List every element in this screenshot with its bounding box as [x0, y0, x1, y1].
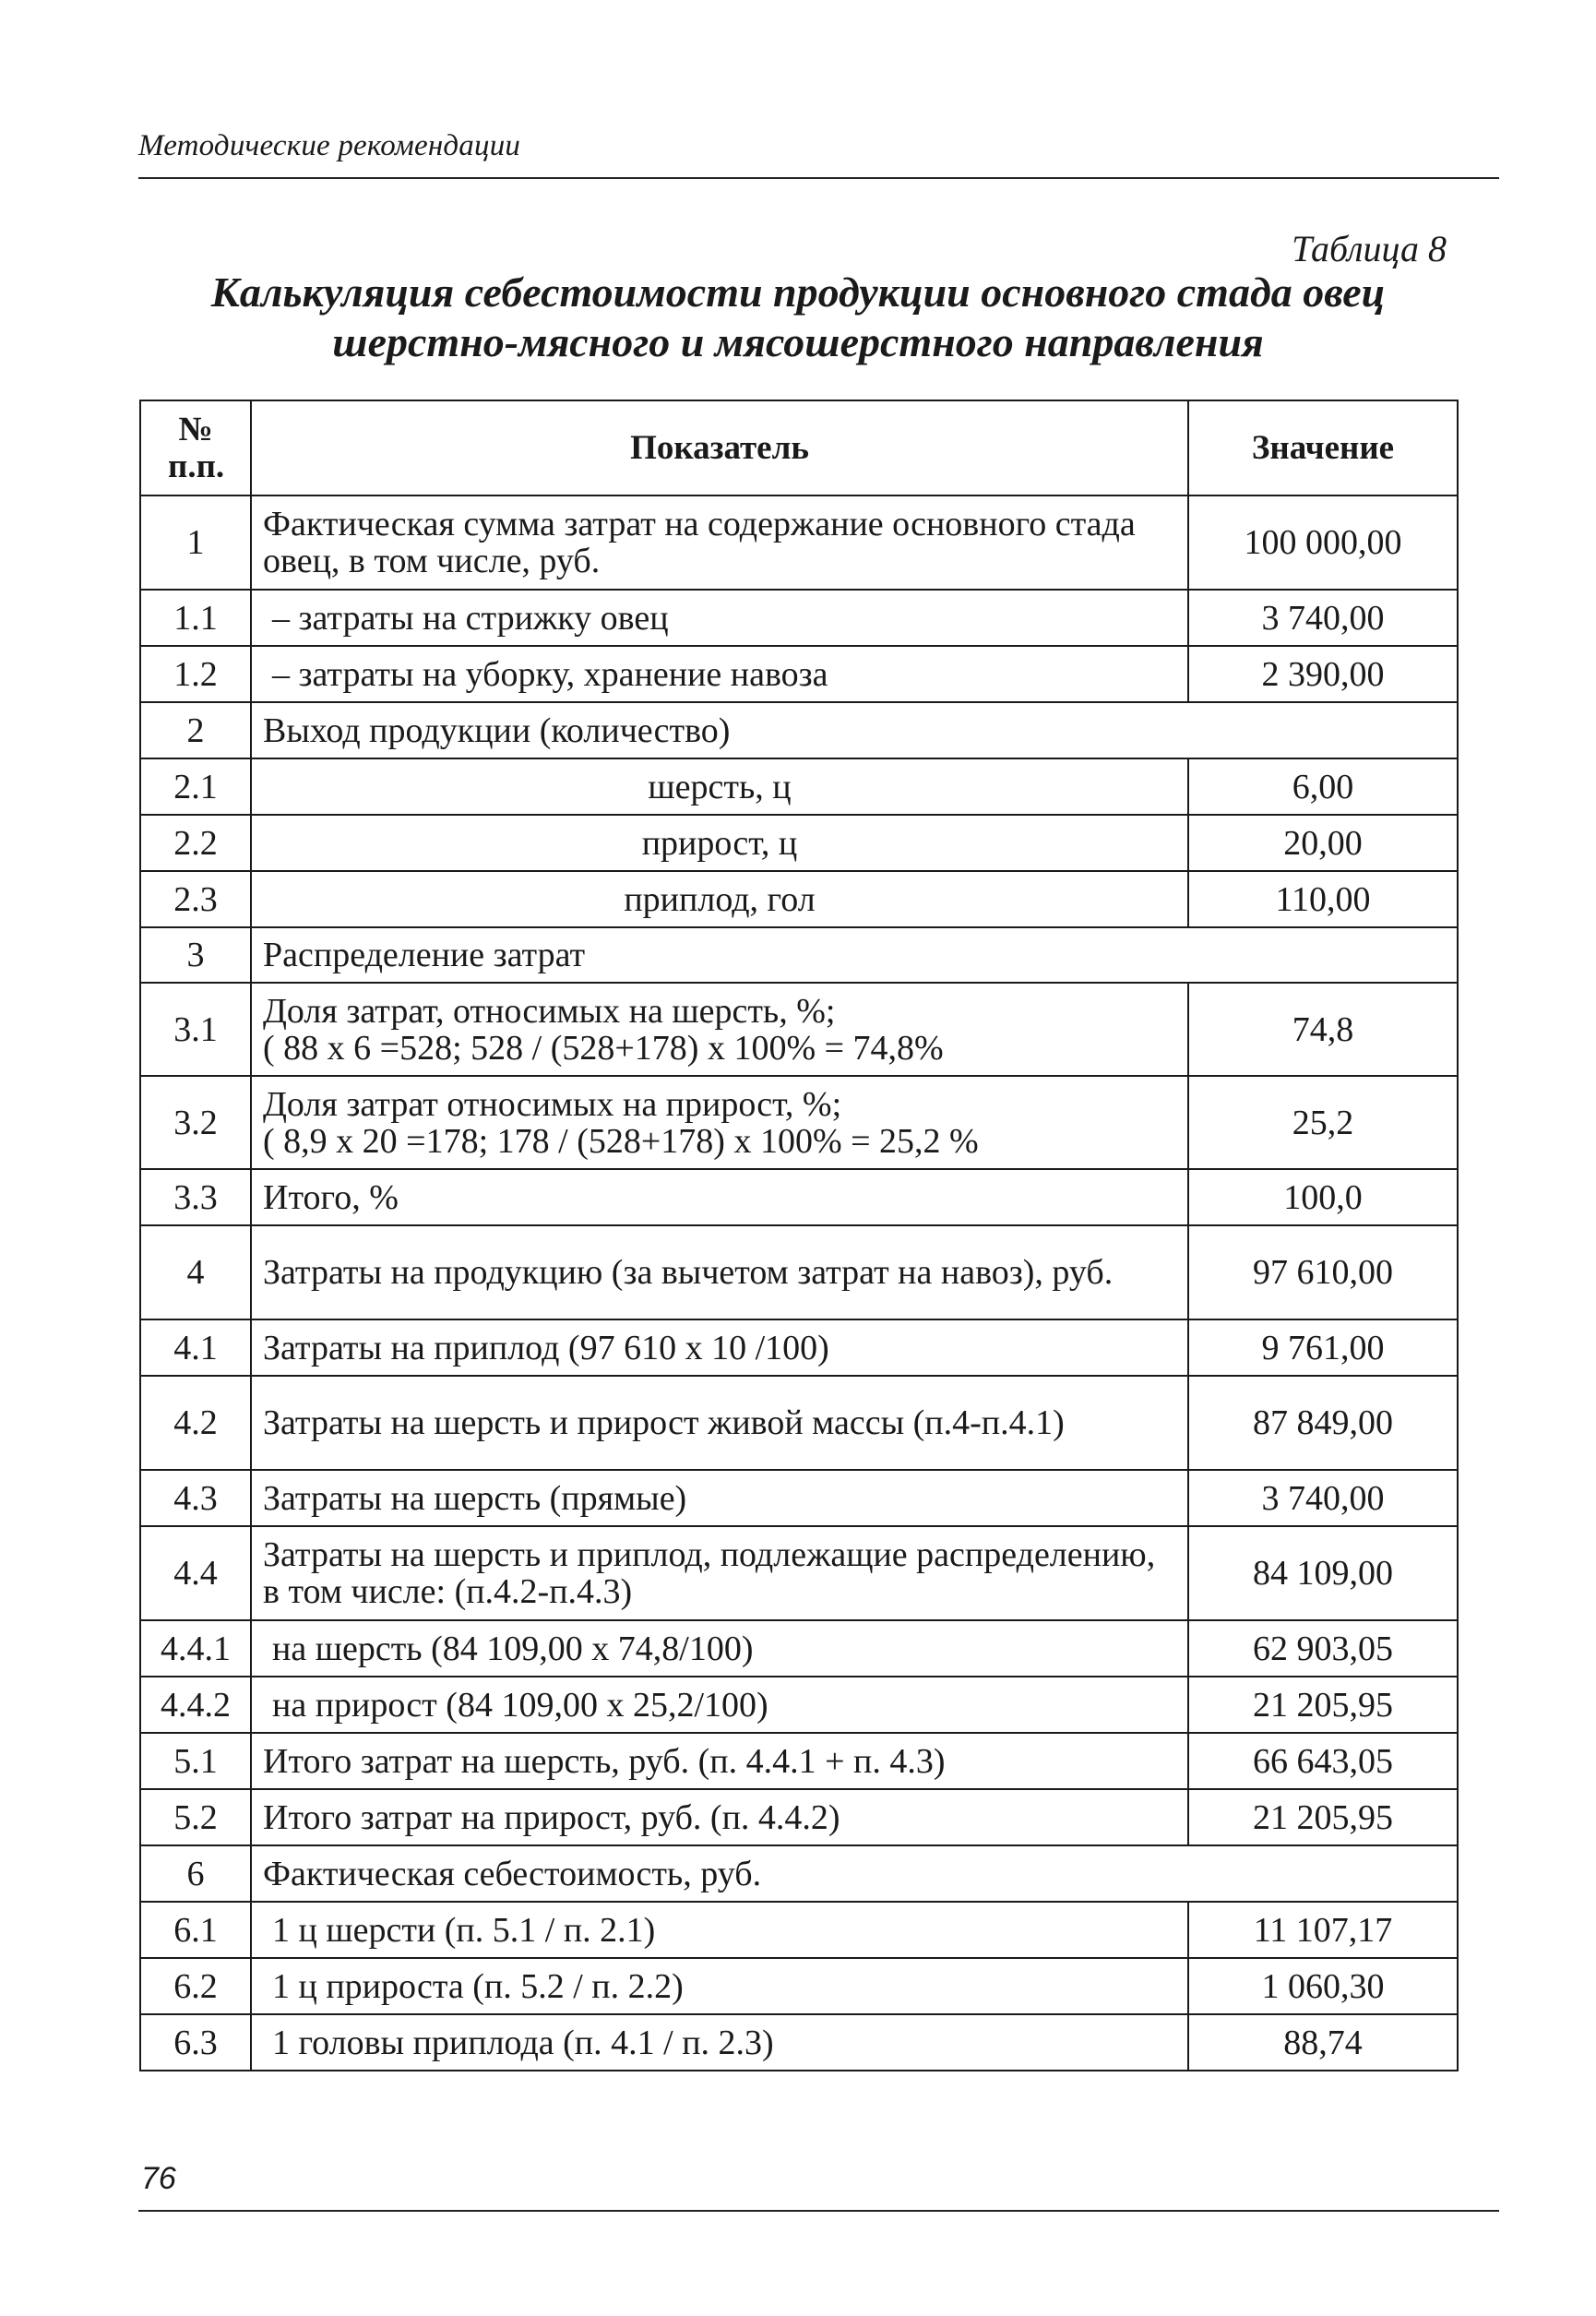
row-value: 20,00 [1188, 815, 1458, 871]
row-indicator: на прирост (84 109,00 х 25,2/100) [251, 1677, 1188, 1733]
table-row [140, 1789, 1458, 1845]
row-indicator: – затраты на стрижку овец [251, 590, 1188, 646]
row-indicator: Фактическая себестоимость, руб. [251, 1845, 1458, 1902]
row-value: 84 109,00 [1188, 1526, 1458, 1620]
row-indicator-line-2: ( 88 х 6 =528; 528 / (528+178) х 100% = 74,8% [263, 1028, 944, 1068]
table-row [140, 1225, 1458, 1319]
row-indicator: на шерсть (84 109,00 х 74,8/100) [251, 1620, 1188, 1677]
row-value: 62 903,05 [1188, 1620, 1458, 1677]
row-indicator-line-2: ( 8,9 х 20 =178; 178 / (528+178) х 100% = 25,2 % [263, 1121, 979, 1161]
table-title [138, 268, 1458, 367]
row-value: 6,00 [1188, 758, 1458, 815]
row-indicator [251, 1076, 1188, 1169]
table-row [140, 815, 1458, 871]
row-value: 110,00 [1188, 871, 1458, 927]
row-value: 25,2 [1188, 1076, 1458, 1169]
row-number: 6 [140, 1845, 251, 1902]
row-indicator: Распределение затрат [251, 927, 1458, 983]
row-number: 4 [140, 1225, 251, 1319]
row-indicator: шерсть, ц [251, 758, 1188, 815]
row-indicator: Затраты на приплод (97 610 х 10 /100) [251, 1319, 1188, 1376]
table-row [140, 871, 1458, 927]
row-value: 87 849,00 [1188, 1376, 1458, 1470]
column-header-number-text: № п.п. [168, 410, 225, 485]
table-row [140, 1620, 1458, 1677]
row-number: 6.3 [140, 2014, 251, 2071]
table-row [140, 1470, 1458, 1526]
row-indicator: Итого, % [251, 1169, 1188, 1225]
row-number: 6.1 [140, 1902, 251, 1958]
table-row [140, 1526, 1458, 1620]
row-indicator: 1 головы приплода (п. 4.1 / п. 2.3) [251, 2014, 1188, 2071]
table-row [140, 495, 1458, 590]
table-row [140, 1733, 1458, 1789]
row-value: 3 740,00 [1188, 1470, 1458, 1526]
table-row [140, 646, 1458, 702]
header-divider [138, 177, 1499, 179]
row-indicator: Затраты на шерсть (прямые) [251, 1470, 1188, 1526]
row-indicator-line-1: Доля затрат относимых на прирост, %; [263, 1084, 842, 1124]
table-row [140, 1319, 1458, 1376]
row-number: 4.1 [140, 1319, 251, 1376]
table-header-row [140, 400, 1458, 495]
column-header-value: Значение [1188, 400, 1458, 495]
table-row [140, 1845, 1458, 1902]
table-row [140, 1376, 1458, 1470]
row-number: 1 [140, 495, 251, 590]
row-indicator: прирост, ц [251, 815, 1188, 871]
row-number: 4.3 [140, 1470, 251, 1526]
row-indicator [251, 983, 1188, 1076]
row-indicator: Затраты на шерсть и прирост живой массы (п.4-п.4.1) [251, 1376, 1188, 1470]
row-indicator: Итого затрат на прирост, руб. (п. 4.4.2) [251, 1789, 1188, 1845]
row-number: 5.1 [140, 1733, 251, 1789]
table-row [140, 1169, 1458, 1225]
row-value: 2 390,00 [1188, 646, 1458, 702]
row-value: 21 205,95 [1188, 1789, 1458, 1845]
cost-calculation-table [139, 400, 1459, 2071]
table-row [140, 927, 1458, 983]
row-number: 3.2 [140, 1076, 251, 1169]
row-indicator: 1 ц прироста (п. 5.2 / п. 2.2) [251, 1958, 1188, 2014]
footer-divider [138, 2210, 1499, 2212]
row-number: 5.2 [140, 1789, 251, 1845]
table-row [140, 2014, 1458, 2071]
table-title-line-1: Калькуляция себестоимости продукции основного стада овец [210, 269, 1386, 316]
row-value: 88,74 [1188, 2014, 1458, 2071]
table-row [140, 983, 1458, 1076]
table-row [140, 702, 1458, 758]
page-number: 76 [141, 2161, 176, 2196]
row-number: 4.2 [140, 1376, 251, 1470]
row-value: 11 107,17 [1188, 1902, 1458, 1958]
table-row [140, 1902, 1458, 1958]
row-value: 21 205,95 [1188, 1677, 1458, 1733]
row-value: 1 060,30 [1188, 1958, 1458, 2014]
row-indicator: 1 ц шерсти (п. 5.1 / п. 2.1) [251, 1902, 1188, 1958]
row-number: 2.3 [140, 871, 251, 927]
row-indicator: Затраты на продукцию (за вычетом затрат на навоз), руб. [251, 1225, 1188, 1319]
row-value: 74,8 [1188, 983, 1458, 1076]
row-value: 9 761,00 [1188, 1319, 1458, 1376]
row-number: 6.2 [140, 1958, 251, 2014]
row-number: 2.1 [140, 758, 251, 815]
row-number: 3.3 [140, 1169, 251, 1225]
table-label: Таблица 8 [1292, 228, 1447, 269]
row-indicator: Итого затрат на шерсть, руб. (п. 4.4.1 + п. 4.3) [251, 1733, 1188, 1789]
row-indicator: приплод, гол [251, 871, 1188, 927]
row-number: 4.4.1 [140, 1620, 251, 1677]
table-row [140, 1677, 1458, 1733]
row-number: 4.4.2 [140, 1677, 251, 1733]
row-indicator: Затраты на шерсть и приплод, подлежащие распределению, в том числе: (п.4.2-п.4.3) [251, 1526, 1188, 1620]
row-number: 3.1 [140, 983, 251, 1076]
column-header-number [140, 400, 251, 495]
row-value: 100,0 [1188, 1169, 1458, 1225]
table-title-line-2: шерстно-мясного и мясошерстного направления [332, 318, 1264, 365]
row-number: 1.2 [140, 646, 251, 702]
table-row [140, 1958, 1458, 2014]
row-indicator-line-1: Доля затрат, относимых на шерсть, %; [263, 991, 836, 1031]
row-indicator: Фактическая сумма затрат на содержание основного стада овец, в том числе, руб. [251, 495, 1188, 590]
row-indicator: – затраты на уборку, хранение навоза [251, 646, 1188, 702]
row-number: 2 [140, 702, 251, 758]
table-row [140, 590, 1458, 646]
row-number: 1.1 [140, 590, 251, 646]
row-number: 2.2 [140, 815, 251, 871]
running-header: Методические рекомендации [138, 129, 521, 162]
row-value: 97 610,00 [1188, 1225, 1458, 1319]
table-row [140, 758, 1458, 815]
table-body [140, 495, 1458, 2071]
row-number: 3 [140, 927, 251, 983]
row-value: 3 740,00 [1188, 590, 1458, 646]
row-value: 66 643,05 [1188, 1733, 1458, 1789]
row-number: 4.4 [140, 1526, 251, 1620]
row-value: 100 000,00 [1188, 495, 1458, 590]
table-row [140, 1076, 1458, 1169]
column-header-indicator: Показатель [251, 400, 1188, 495]
row-indicator: Выход продукции (количество) [251, 702, 1458, 758]
